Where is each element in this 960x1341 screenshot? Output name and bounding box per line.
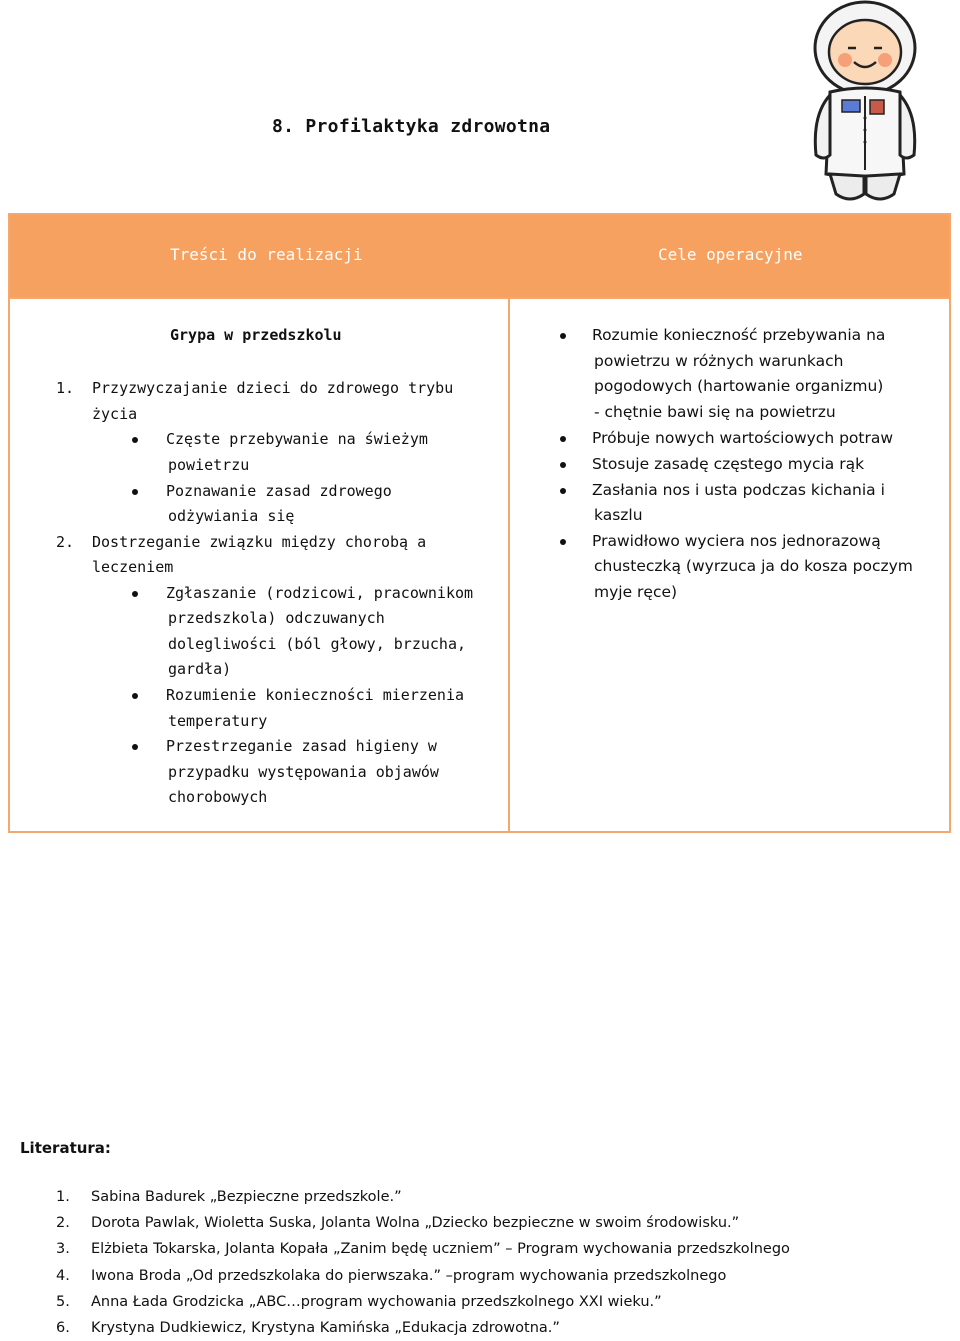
goal-item: Stosuje zasadę częstego mycia rąk [592, 455, 865, 473]
list-item: Poznawanie zasad zdrowego [166, 482, 392, 500]
section-title: leczeniem [92, 558, 174, 576]
column-divider [508, 297, 510, 833]
goal-item: kaszlu [594, 506, 643, 524]
literature-title: Literatura: [20, 1139, 111, 1157]
table-header [10, 215, 949, 297]
list-item: Zgłaszanie (rodzicowi, pracownikom [166, 584, 474, 602]
list-item: dolegliwości (ból głowy, brzucha, [168, 635, 467, 653]
bullet-icon [132, 489, 138, 495]
section-number: 2. [56, 533, 75, 551]
bullet-icon [132, 693, 138, 699]
bullet-icon [132, 591, 138, 597]
bullet-icon [132, 437, 138, 443]
list-item: gardła) [168, 660, 232, 678]
page-title: 8. Profilaktyka zdrowotna [272, 116, 551, 137]
bullet-icon [560, 539, 566, 545]
goal-item: Prawidłowo wyciera nos jednorazową [592, 532, 881, 550]
list-item: przypadku występowania objawów [168, 763, 439, 781]
goal-item: chusteczką (wyrzuca ja do kosza poczym [594, 557, 913, 575]
goal-item: powietrzu w różnych warunkach [594, 352, 844, 370]
list-item: chorobowych [168, 788, 268, 806]
literature-text: Elżbieta Tokarska, Jolanta Kopała „Zanim będę uczniem” – Program wychowania przedszkolnego [91, 1241, 790, 1258]
bullet-icon [560, 333, 566, 339]
group-title: Grypa w przedszkolu [170, 326, 342, 344]
literature-number: 4. [56, 1267, 70, 1284]
goal-item: pogodowych (hartowanie organizmu) [594, 377, 884, 395]
literature-text: Dorota Pawlak, Wioletta Suska, Jolanta Wolna „Dziecko bezpieczne w swoim środowisku.” [91, 1215, 740, 1232]
goal-item: - chętnie bawi się na powietrzu [594, 403, 836, 421]
literature-text: Iwona Broda „Od przedszkolaka do pierwszaka.” –program wychowania przedszkolnego [91, 1267, 727, 1284]
literature-number: 5. [56, 1293, 70, 1310]
literature-number: 3. [56, 1241, 70, 1258]
literature-text: Sabina Badurek „Bezpieczne przedszkole.” [91, 1189, 402, 1205]
literature-number: 6. [56, 1319, 70, 1336]
bullet-icon [560, 436, 566, 442]
astronaut-illustration [800, 0, 930, 210]
list-item: Rozumienie konieczności mierzenia [166, 686, 465, 704]
section-title: Dostrzeganie związku między chorobą a [92, 533, 427, 551]
list-item: powietrzu [168, 456, 250, 474]
goal-item: Rozumie konieczność przebywania na [592, 326, 886, 344]
literature-number: 2. [56, 1215, 70, 1232]
list-item: odżywiania się [168, 507, 295, 525]
literature-number: 1. [56, 1189, 70, 1205]
header-divider [10, 297, 949, 299]
goal-item: myje ręce) [594, 583, 678, 601]
goal-item: Zasłania nos i usta podczas kichania i [592, 481, 885, 499]
list-item: Przestrzeganie zasad higieny w [166, 737, 437, 755]
section-title: życia [92, 405, 138, 423]
section-number: 1. [56, 379, 75, 397]
content-table [8, 213, 951, 833]
header-content: Treści do realizacji [170, 245, 363, 264]
literature-text: Anna Łada Grodzicka „ABC…program wychowania przedszkolnego XXI wieku.” [91, 1293, 662, 1310]
bullet-icon [132, 744, 138, 750]
list-item: przedszkola) odczuwanych [168, 609, 385, 627]
literature-text: Krystyna Dudkiewicz, Krystyna Kamińska „Edukacja zdrowotna.” [91, 1319, 560, 1336]
list-item: Częste przebywanie na świeżym [166, 430, 428, 448]
bullet-icon [560, 462, 566, 468]
list-item: temperatury [168, 712, 268, 730]
section-title: Przyzwyczajanie dzieci do zdrowego trybu [92, 379, 454, 397]
goal-item: Próbuje nowych wartościowych potraw [592, 429, 894, 447]
header-goals: Cele operacyjne [658, 245, 803, 264]
bullet-icon [560, 488, 566, 494]
